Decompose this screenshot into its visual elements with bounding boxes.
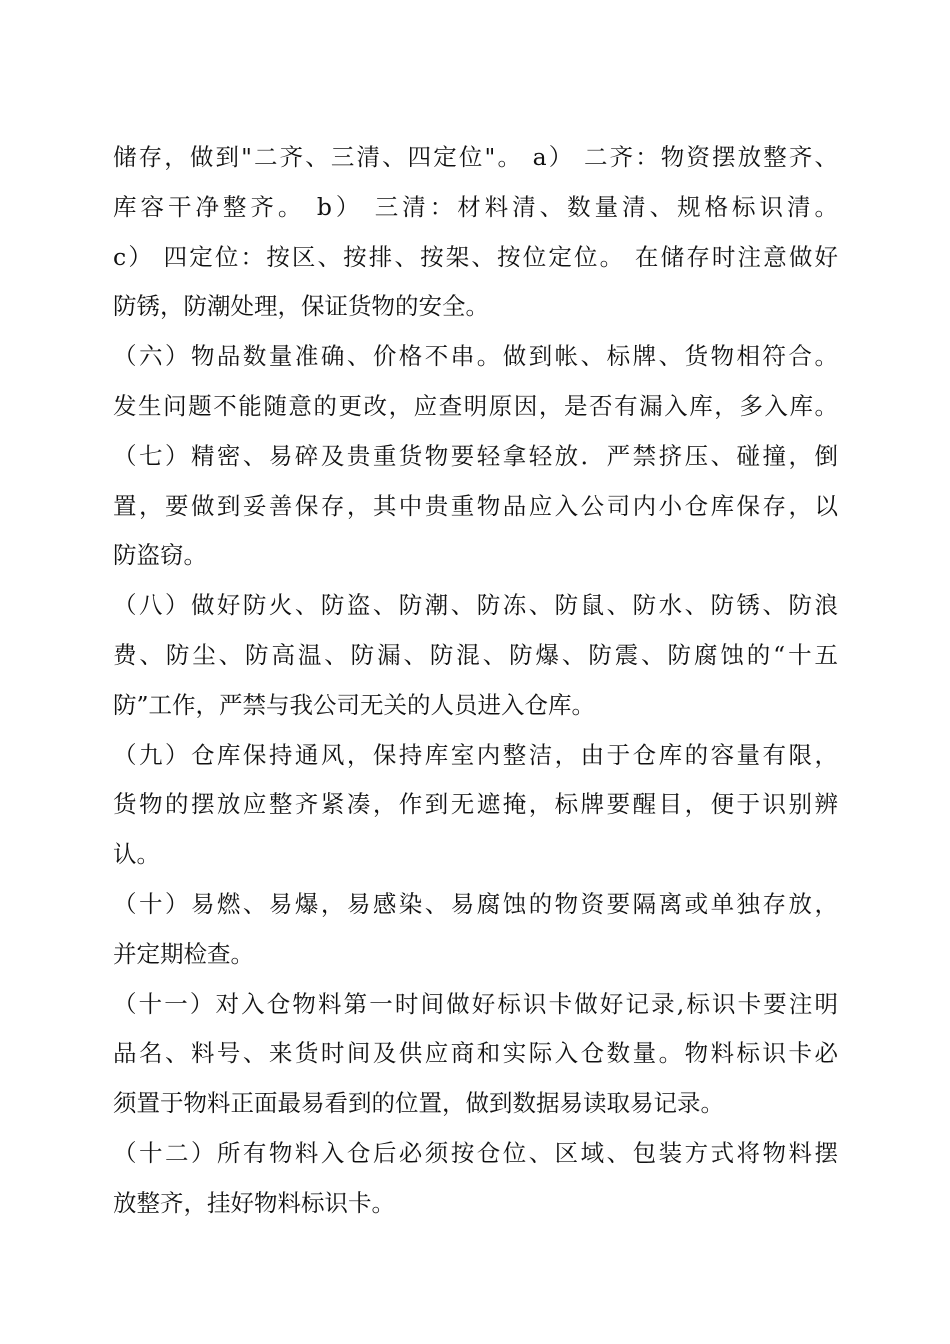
text-line: 库容干净整齐。 b） 三清：材料清、数量清、规格标识清。	[113, 192, 838, 221]
text-line: 并定期检查。	[113, 939, 254, 968]
text-line: （十二）所有物料入仓后必须按仓位、区域、包装方式将物料摆	[113, 1138, 838, 1167]
text-line: c） 四定位：按区、按排、按架、按位定位。 在储存时注意做好	[113, 242, 838, 271]
text-line: （六）物品数量准确、价格不串。做到帐、标牌、货物相符合。	[113, 342, 838, 371]
document-body	[113, 133, 838, 1229]
text-line: （七）精密、易碎及贵重货物要轻拿轻放．严禁挤压、碰撞，倒	[113, 441, 838, 470]
text-line: 费、防尘、防高温、防漏、防混、防爆、防震、防腐蚀的“十五	[113, 640, 838, 669]
text-line: 防”工作，严禁与我公司无关的人员进入仓库。	[113, 690, 596, 719]
text-line: 品名、料号、来货时间及供应商和实际入仓数量。物料标识卡必	[113, 1039, 838, 1068]
text-line: （十）易燃、易爆，易感染、易腐蚀的物资要隔离或单独存放，	[113, 889, 838, 918]
text-line: 防盗窃。	[113, 541, 207, 570]
text-line: （八）做好防火、防盗、防潮、防冻、防鼠、防水、防锈、防浪	[113, 591, 838, 620]
text-line: 认。	[113, 840, 160, 869]
text-line: 储存，做到"二齐、三清、四定位"。 a） 二齐：物资摆放整齐、	[113, 143, 838, 171]
text-line: 须置于物料正面最易看到的位置，做到数据易读取易记录。	[113, 1089, 724, 1118]
text-line: 发生问题不能随意的更改，应查明原因，是否有漏入库，多入库。	[113, 391, 838, 420]
text-line: 置，要做到妥善保存，其中贵重物品应入公司内小仓库保存，以	[113, 491, 838, 520]
text-line: 放整齐，挂好物料标识卡。	[113, 1188, 395, 1217]
text-line: （九）仓库保持通风，保持库室内整洁，由于仓库的容量有限，	[113, 740, 838, 769]
text-line: （十一）对入仓物料第一时间做好标识卡做好记录,标识卡要注明	[113, 989, 838, 1018]
text-line: 货物的摆放应整齐紧凑，作到无遮掩，标牌要醒目，便于识别辨	[113, 790, 838, 819]
text-line: 防锈，防潮处理，保证货物的安全。	[113, 292, 489, 321]
